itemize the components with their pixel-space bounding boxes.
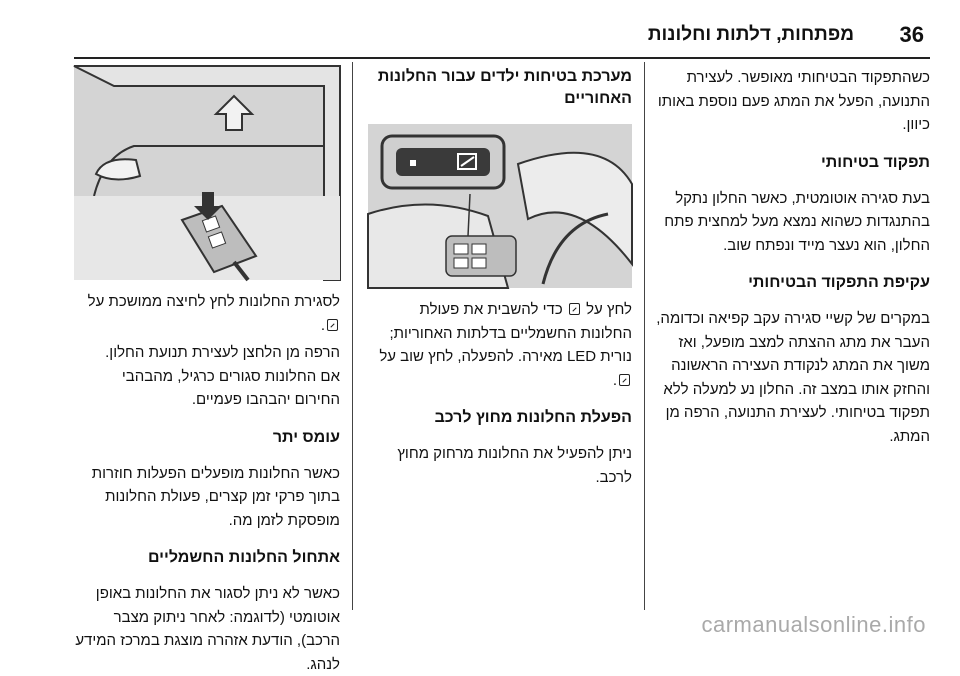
car-door-switch-icon: [368, 124, 632, 288]
text-fragment: לחץ על: [586, 301, 632, 318]
remote-key-illustration: [74, 66, 340, 280]
paragraph: ניתן להפעיל את החלונות מרחוק מחוץ לרכב.: [397, 445, 632, 486]
middle-column: [368, 66, 632, 489]
column-divider: [644, 62, 645, 610]
right-column: [646, 66, 930, 448]
paragraph: כאשר לא ניתן לסגור את החלונות באופן אוטומטי (לדוגמה: לאחר ניתוק מצבר הרכב), הודעת אזהרה מוצגת במרכז המידע לנהג.: [75, 585, 340, 673]
section-heading: תפקוד בטיחותי: [820, 153, 930, 171]
page-header: [0, 0, 960, 58]
page-number: 36: [899, 22, 924, 47]
section-heading: הפעלת החלונות מחוץ לרכב: [434, 409, 632, 426]
watermark: carmanualsonline.info: [701, 612, 926, 637]
section-heading: מערכת בטיחות ילדים עבור החלונות האחוריים: [377, 68, 632, 107]
child-lock-illustration: [368, 124, 632, 288]
paragraph: כשהתפקוד הבטיחותי מאופשר. לעצירת התנועה, הפעל את המתג פעם נוספת באותו כיוון.: [657, 69, 930, 133]
paragraph: אם החלונות סגורים כרגיל, מהבהבי החירום יהבהבו פעמיים.: [121, 367, 340, 408]
header-rule: [74, 57, 930, 59]
section-heading: אתחול החלונות החשמליים: [147, 549, 340, 566]
text-fragment: .: [320, 316, 325, 334]
left-column: [74, 66, 340, 676]
section-heading: עומס יתר: [272, 428, 340, 446]
child-lock-icon: [569, 303, 580, 315]
car-key-window-icon: [74, 66, 340, 280]
column-divider: [352, 62, 353, 610]
window-close-icon: [327, 319, 338, 331]
paragraph: הרפה מן הלחצן לעצירת תנועת החלון.: [105, 344, 340, 361]
child-lock-icon: [619, 374, 630, 386]
page-title: מפתחות, דלתות וחלונות: [647, 24, 854, 45]
paragraph: [74, 290, 340, 337]
paragraph: במקרים של קשיי סגירה עקב קפיאה וכדומה, העבר את מתג ההצתה למצב מופעל, ואז משוך את המתג לנקודת העצירה הראשונה והחזק אותו במצב זה. החלון נע למעלה ללא תפקוד בטיחותי. לעצירת התנועה, הרפה מן המתג.: [656, 310, 930, 445]
text-fragment: כדי להשבית את פעולת החלונות החשמליים בדלתות האחוריות; נורית LED מאירה. להפעלה, לחץ שוב על: [379, 301, 632, 365]
section-heading: עקיפת התפקוד הבטיחותי: [748, 274, 930, 291]
paragraph: [368, 298, 632, 392]
text-fragment: .: [612, 371, 617, 389]
paragraph: כאשר החלונות מופעלים הפעלות חוזרות בתוך פרקי זמן קצרים, פעולת החלונות מופסקת לזמן מה.: [91, 464, 340, 529]
paragraph: בעת סגירה אוטומטית, כאשר החלון נתקל בהתנגדות כשהוא נמצא מעל למחצית פתח החלון, הוא נעצר מייד ונפתח שוב.: [664, 189, 930, 254]
text-fragment: לסגירת החלונות לחץ לחיצה ממושכת על: [87, 293, 340, 310]
